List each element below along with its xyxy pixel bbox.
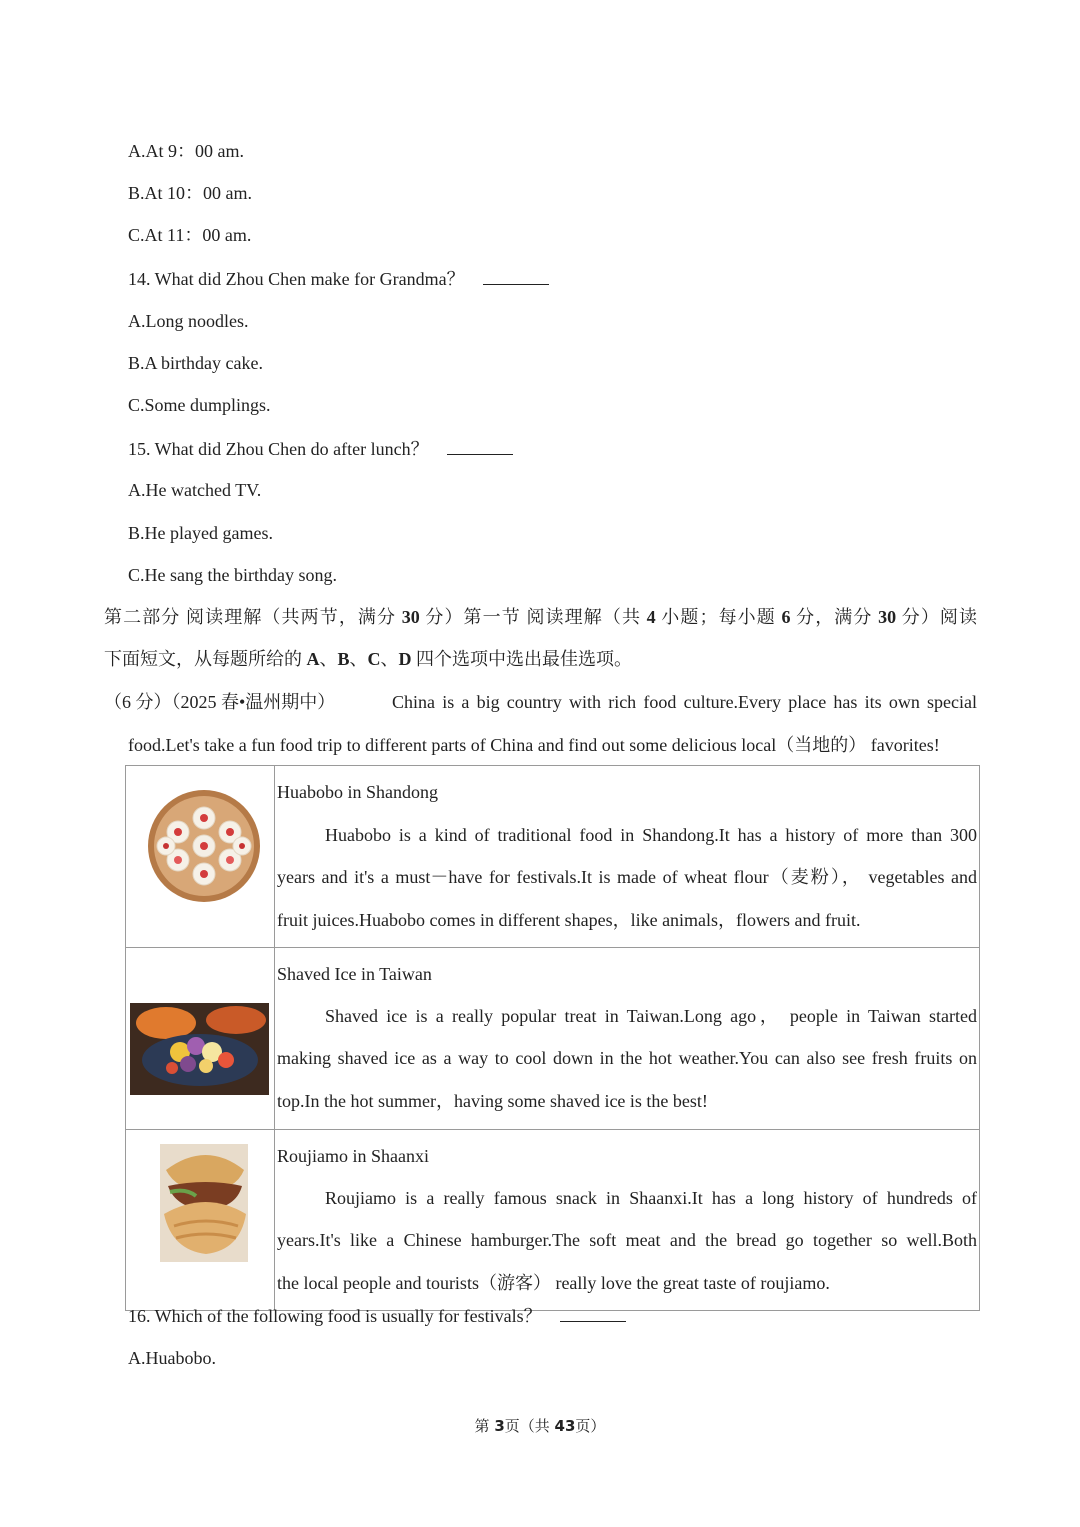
food-row-roujiamo xyxy=(126,1130,980,1311)
food-image-cell xyxy=(126,766,275,948)
section-text: 分）第一节 阅读理解（共 xyxy=(419,607,647,627)
food-text-line: Shaved ice is a really popular treat in Taiwan.Long ago， people in Taiwan started xyxy=(325,1006,977,1026)
q14-option-c: C.Some dumplings. xyxy=(128,395,271,415)
q15-option-c: C.He sang the birthday song. xyxy=(128,565,337,585)
q16-answer-blank[interactable] xyxy=(560,1303,626,1322)
food-text-line: years.It's like a Chinese hamburger.The soft meat and the bread go together so well.Both xyxy=(277,1230,977,1250)
page-number: 3 xyxy=(494,1417,505,1435)
section-text: 小题；每小题 xyxy=(655,607,782,627)
huabobo-image xyxy=(126,766,274,942)
q14-stem-text: 14. What did Zhou Chen make for Grandma？ xyxy=(128,269,465,289)
food-text-line: Roujiamo is a really famous snack in Shaanxi.It has a long history of hundreds of xyxy=(325,1188,977,1208)
footer-text: 第 xyxy=(474,1417,495,1435)
food-text-line: fruit juices.Huabobo comes in different shapes，like animals，flowers and fruit. xyxy=(277,910,861,930)
q13-option-a: A.At 9：00 am. xyxy=(128,141,244,161)
section-bold: D xyxy=(398,649,412,669)
section-bold: 6 xyxy=(781,607,791,627)
q13-option-b: B.At 10：00 am. xyxy=(128,183,252,203)
section-text: 、 xyxy=(380,649,399,669)
q14-option-b: B.A birthday cake. xyxy=(128,353,263,373)
section-text: 、 xyxy=(349,649,368,669)
shaved-ice-image xyxy=(126,948,274,1124)
footer-text: 页（共 xyxy=(504,1417,555,1435)
page-footer xyxy=(0,1416,1080,1436)
q16-option-a: A.Huabobo. xyxy=(128,1348,216,1368)
section-text: 、 xyxy=(319,649,338,669)
q15-stem-text: 15. What did Zhou Chen do after lunch？ xyxy=(128,439,429,459)
section-text: 分）阅读 xyxy=(896,607,978,627)
passage-intro-line-2: food.Let's take a fun food trip to different parts of China and find out some delicious local（当地的） favorites! xyxy=(128,735,940,755)
food-row-shaved-ice xyxy=(126,948,980,1130)
footer-text: 页） xyxy=(575,1417,606,1435)
q15-stem xyxy=(128,436,513,461)
q14-stem xyxy=(128,266,549,291)
section-bold: 4 xyxy=(646,607,656,627)
food-title: Huabobo in Shandong xyxy=(277,782,438,802)
q15-answer-blank[interactable] xyxy=(447,436,513,455)
section-text: 第二部分 阅读理解（共两节，满分 xyxy=(104,607,402,627)
food-text-line: top.In the hot summer，having some shaved ice is the best! xyxy=(277,1091,708,1111)
section-text: 下面短文，从每题所给的 xyxy=(104,649,307,669)
section-bold: B xyxy=(337,649,350,669)
q14-answer-blank[interactable] xyxy=(483,266,549,285)
section-heading-line-2 xyxy=(104,647,632,671)
section-bold: 30 xyxy=(401,607,420,627)
food-title: Shaved Ice in Taiwan xyxy=(277,964,432,984)
food-text-line: making shaved ice as a way to cool down in the hot weather.You can also see fresh fruits on xyxy=(277,1048,977,1068)
food-text-cell xyxy=(275,1130,980,1311)
food-text-line: Huabobo is a kind of traditional food in Shandong.It has a history of more than 300 xyxy=(325,825,977,845)
passage-intro-line-1: China is a big country with rich food culture.Every place has its own special xyxy=(392,692,977,712)
page-total: 43 xyxy=(554,1417,576,1435)
food-table xyxy=(125,765,980,1311)
q16-stem-text: 16. Which of the following food is usually for festivals？ xyxy=(128,1306,542,1326)
q14-option-a: A.Long noodles. xyxy=(128,311,249,331)
section-text: 分，满分 xyxy=(790,607,879,627)
q15-option-a: A.He watched TV. xyxy=(128,480,262,500)
q16-stem xyxy=(128,1303,626,1328)
food-text-cell xyxy=(275,766,980,948)
q15-option-b: B.He played games. xyxy=(128,523,273,543)
section-bold: 30 xyxy=(878,607,897,627)
food-image-cell xyxy=(126,948,275,1130)
food-text-line: the local people and tourists（游客） really love the great taste of roujiamo. xyxy=(277,1273,830,1293)
section-bold: C xyxy=(367,649,381,669)
passage-source: （6 分）（2025 春•温州期中） xyxy=(104,692,336,712)
section-text: 四个选项中选出最佳选项。 xyxy=(411,649,633,669)
q13-option-c: C.At 11：00 am. xyxy=(128,225,252,245)
roujiamo-image xyxy=(126,1130,274,1305)
food-title: Roujiamo in Shaanxi xyxy=(277,1146,429,1166)
section-bold: A xyxy=(306,649,320,669)
food-text-line: years and it's a must－have for festivals.It is made of wheat flour（麦粉）， vegetables and xyxy=(277,867,977,887)
section-heading-line-1 xyxy=(104,605,977,629)
food-row-huabobo xyxy=(126,766,980,948)
food-text-cell xyxy=(275,948,980,1130)
food-image-cell xyxy=(126,1130,275,1311)
